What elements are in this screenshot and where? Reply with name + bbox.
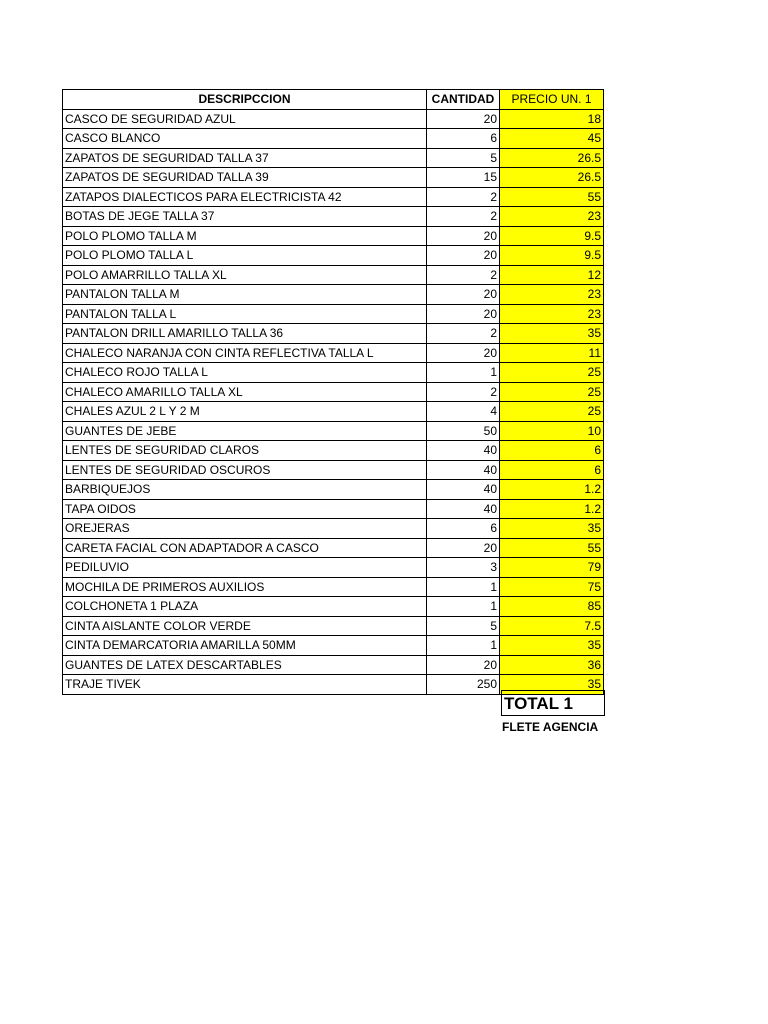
header-description[interactable]: DESCRIPCCION <box>63 90 427 110</box>
price-cell[interactable]: 79 <box>500 558 604 578</box>
quantity-cell[interactable]: 20 <box>427 246 500 266</box>
table-row <box>63 421 604 441</box>
description-cell[interactable]: CINTA AISLANTE COLOR VERDE <box>63 616 427 636</box>
description-cell[interactable]: CINTA DEMARCATORIA AMARILLA 50MM <box>63 636 427 656</box>
header-price[interactable]: PRECIO UN. 1 <box>500 90 604 110</box>
price-cell[interactable]: 7.5 <box>500 616 604 636</box>
price-cell[interactable]: 18 <box>500 109 604 129</box>
description-cell[interactable]: POLO PLOMO TALLA L <box>63 246 427 266</box>
description-cell[interactable]: OREJERAS <box>63 519 427 539</box>
table-row <box>63 265 604 285</box>
quantity-cell[interactable]: 1 <box>427 363 500 383</box>
price-cell[interactable]: 23 <box>500 304 604 324</box>
description-cell[interactable]: TRAJE TIVEK <box>63 675 427 695</box>
quantity-cell[interactable]: 40 <box>427 499 500 519</box>
description-cell[interactable]: CHALECO ROJO TALLA L <box>63 363 427 383</box>
description-cell[interactable]: POLO PLOMO TALLA M <box>63 226 427 246</box>
header-row <box>63 90 604 110</box>
description-cell[interactable]: CASCO DE SEGURIDAD AZUL <box>63 109 427 129</box>
price-cell[interactable]: 25 <box>500 382 604 402</box>
quantity-cell[interactable]: 5 <box>427 616 500 636</box>
price-cell[interactable]: 85 <box>500 597 604 617</box>
price-cell[interactable]: 25 <box>500 363 604 383</box>
table-row <box>63 616 604 636</box>
description-cell[interactable]: CASCO BLANCO <box>63 129 427 149</box>
quantity-cell[interactable]: 40 <box>427 480 500 500</box>
table-row <box>63 480 604 500</box>
price-cell[interactable]: 6 <box>500 460 604 480</box>
table-row <box>63 655 604 675</box>
quantity-cell[interactable]: 1 <box>427 636 500 656</box>
price-cell[interactable]: 35 <box>500 519 604 539</box>
price-cell[interactable]: 1.2 <box>500 480 604 500</box>
quantity-cell[interactable]: 20 <box>427 109 500 129</box>
quantity-cell[interactable]: 20 <box>427 285 500 305</box>
price-cell[interactable]: 75 <box>500 577 604 597</box>
table-row <box>63 441 604 461</box>
quantity-cell[interactable]: 50 <box>427 421 500 441</box>
table-row <box>63 324 604 344</box>
price-cell[interactable]: 26.5 <box>500 148 604 168</box>
quantity-cell[interactable]: 6 <box>427 519 500 539</box>
price-cell[interactable]: 11 <box>500 343 604 363</box>
description-cell[interactable]: ZAPATOS DE SEGURIDAD TALLA 37 <box>63 148 427 168</box>
price-cell[interactable]: 23 <box>500 207 604 227</box>
description-cell[interactable]: COLCHONETA 1 PLAZA <box>63 597 427 617</box>
table-row <box>63 597 604 617</box>
quantity-cell[interactable]: 20 <box>427 304 500 324</box>
header-quantity[interactable]: CANTIDAD <box>427 90 500 110</box>
quantity-cell[interactable]: 5 <box>427 148 500 168</box>
price-table <box>62 89 604 695</box>
table-row <box>63 168 604 188</box>
description-cell[interactable]: PANTALON TALLA M <box>63 285 427 305</box>
quantity-cell[interactable]: 2 <box>427 382 500 402</box>
description-cell[interactable]: LENTES DE SEGURIDAD OSCUROS <box>63 460 427 480</box>
price-cell[interactable]: 6 <box>500 441 604 461</box>
quantity-cell[interactable]: 20 <box>427 343 500 363</box>
description-cell[interactable]: CARETA FACIAL CON ADAPTADOR A CASCO <box>63 538 427 558</box>
description-cell[interactable]: ZATAPOS DIALECTICOS PARA ELECTRICISTA 42 <box>63 187 427 207</box>
table-row <box>63 304 604 324</box>
description-cell[interactable]: CHALES AZUL 2 L Y 2 M <box>63 402 427 422</box>
table-row <box>63 519 604 539</box>
description-cell[interactable]: CHALECO NARANJA CON CINTA REFLECTIVA TALLA L <box>63 343 427 363</box>
description-cell[interactable]: BARBIQUEJOS <box>63 480 427 500</box>
description-cell[interactable]: ZAPATOS DE SEGURIDAD TALLA 39 <box>63 168 427 188</box>
quantity-cell[interactable]: 1 <box>427 577 500 597</box>
table-row <box>63 538 604 558</box>
quantity-cell[interactable]: 3 <box>427 558 500 578</box>
description-cell[interactable]: GUANTES DE JEBE <box>63 421 427 441</box>
description-cell[interactable]: POLO AMARRILLO TALLA XL <box>63 265 427 285</box>
quantity-cell[interactable]: 2 <box>427 265 500 285</box>
quantity-cell[interactable]: 4 <box>427 402 500 422</box>
description-cell[interactable]: CHALECO AMARILLO TALLA XL <box>63 382 427 402</box>
quantity-cell[interactable]: 6 <box>427 129 500 149</box>
description-cell[interactable]: GUANTES DE LATEX DESCARTABLES <box>63 655 427 675</box>
quantity-cell[interactable]: 40 <box>427 441 500 461</box>
table-row <box>63 499 604 519</box>
quantity-cell[interactable]: 20 <box>427 226 500 246</box>
price-cell[interactable]: 35 <box>500 324 604 344</box>
quantity-cell[interactable]: 2 <box>427 207 500 227</box>
description-cell[interactable]: LENTES DE SEGURIDAD CLAROS <box>63 441 427 461</box>
table-row <box>63 226 604 246</box>
table-row <box>63 363 604 383</box>
quantity-cell[interactable]: 20 <box>427 655 500 675</box>
quantity-cell[interactable]: 20 <box>427 538 500 558</box>
price-cell[interactable]: 12 <box>500 265 604 285</box>
table-row <box>63 558 604 578</box>
price-cell[interactable]: 25 <box>500 402 604 422</box>
price-cell[interactable]: 9.5 <box>500 246 604 266</box>
table-row <box>63 246 604 266</box>
description-cell[interactable]: BOTAS DE JEGE TALLA 37 <box>63 207 427 227</box>
quantity-cell[interactable]: 2 <box>427 187 500 207</box>
description-cell[interactable]: TAPA OIDOS <box>63 499 427 519</box>
table-row <box>63 148 604 168</box>
price-cell[interactable]: 1.2 <box>500 499 604 519</box>
price-cell[interactable]: 9.5 <box>500 226 604 246</box>
description-cell[interactable]: PANTALON TALLA L <box>63 304 427 324</box>
price-cell[interactable]: 35 <box>500 636 604 656</box>
price-cell[interactable]: 26.5 <box>500 168 604 188</box>
table-row <box>63 109 604 129</box>
description-cell[interactable]: MOCHILA DE PRIMEROS AUXILIOS <box>63 577 427 597</box>
quantity-cell[interactable]: 2 <box>427 324 500 344</box>
price-cell[interactable]: 10 <box>500 421 604 441</box>
table-row <box>63 460 604 480</box>
table-row <box>63 577 604 597</box>
price-cell[interactable]: 23 <box>500 285 604 305</box>
price-cell[interactable]: 55 <box>500 187 604 207</box>
freight-label[interactable]: FLETE AGENCIA <box>502 720 599 734</box>
price-cell[interactable]: 35 <box>500 675 604 695</box>
description-cell[interactable]: PANTALON DRILL AMARILLO TALLA 36 <box>63 324 427 344</box>
table-row <box>63 207 604 227</box>
table-row <box>63 382 604 402</box>
quantity-cell[interactable]: 40 <box>427 460 500 480</box>
price-cell[interactable]: 45 <box>500 129 604 149</box>
description-cell[interactable]: PEDILUVIO <box>63 558 427 578</box>
quantity-cell[interactable]: 15 <box>427 168 500 188</box>
quantity-cell[interactable]: 250 <box>427 675 500 695</box>
table-row <box>63 402 604 422</box>
table-row <box>63 636 604 656</box>
table-row <box>63 187 604 207</box>
total-cell[interactable]: TOTAL 1 <box>501 690 605 716</box>
table-row <box>63 129 604 149</box>
table-row <box>63 285 604 305</box>
price-cell[interactable]: 55 <box>500 538 604 558</box>
quantity-cell[interactable]: 1 <box>427 597 500 617</box>
price-cell[interactable]: 36 <box>500 655 604 675</box>
table-row <box>63 343 604 363</box>
